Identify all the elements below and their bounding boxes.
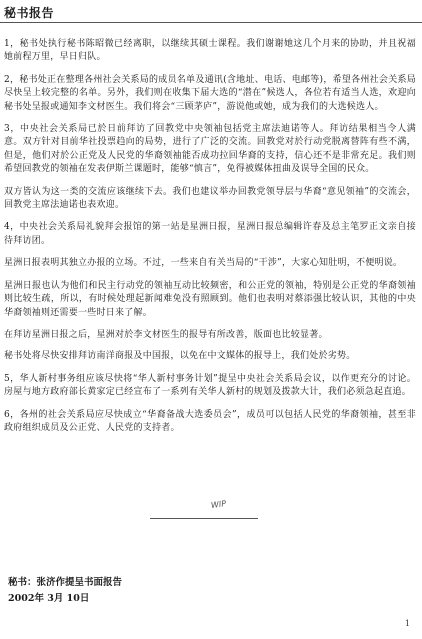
paragraph-6: 6，各州的社会关系局应尽快成立“华裔备战大选委员会”，成员可以包括人民党的华裔领袖，甚至非政府组织成员及公正党、人民党的支持者。 (4, 409, 416, 433)
paragraph-3b: 双方皆认为这一类的交流应该继续下去。我们也建议举办回教党领导层与华裔“意见领袖”的交流会，回教党主席法迪诺也表欢迎。 (4, 186, 416, 211)
page-number: 1 (404, 619, 410, 628)
signature-date: 2002年 3月 10日 (8, 593, 90, 604)
paragraph-4d: 在拜访星洲日报之后，星洲对於李文材医生的报导有所改善，版面也比较显著。 (4, 329, 328, 340)
signature-line: 秘书：张济作提呈书面报告 (8, 577, 123, 588)
paragraph-2: 2，秘书处正在整理各州社会关系局的成员名单及通讯(含地址、电话、电邮等)，希望各州社会关系局尽快呈上较完整的名单。另外，我们则在收集下届大选的“潜在”候选人，各位若有适当人选，欢迎向秘书处呈报或通知李文材医生。我们将会“三顾茅庐”，游说他或她，成为我们的大选候选人。 (4, 74, 416, 112)
paragraph-5: 5，华人新村事务组应该尽快将“华人新村事务计划”提呈中央社会关系局会议，以作更充分的讨论。房屋与地方政府部长黄家定已经宣布了一系列有关华人新村的规划及拨款大计，我们必须急起直追。 (4, 373, 416, 398)
paragraph-1: 1，秘书处执行秘书陈昭微已经离职，以继续其硕士课程。我们谢谢她这几个月来的协助，并且祝福她前程万里，早日归队。 (4, 39, 416, 63)
title-divider (0, 22, 422, 23)
paragraph-4c: 星洲日报也认为他们和民主行动党的领袖互动比较频密，和公正党的领袖，特别是公正党的华裔领袖则比较生疏，所以，有时候处理起新闻难免没有照顾到。他们也表明对蔡添强比较认识，其他的中央华裔领袖则还需要一些时日来了解。 (4, 280, 416, 318)
document-body (4, 38, 416, 444)
signature-block (8, 575, 122, 607)
paragraph-3: 3，中央社会关系局已於日前拜访了回教党中央领袖包括党主席法迪诺等人。拜访结果相当令人满意。双方针对目前华社投票趋向的局势，进行了广泛的交流。回教党对於行动党脱离替阵有些不满，但是，他们对於公正党及人民党的华裔领袖能否成功拉回华裔的支持，信心还不是非常充足。我们则希望回教党的领袖在发表伊斯兰课题时，能够“慎言”，免得被媒体扭曲及误导全国的民众。 (4, 124, 416, 175)
paragraph-4e: 秘书处将尽快安排拜访南洋商报及中国报，以免在中文媒体的报导上，我们处於劣势。 (4, 351, 356, 362)
paragraph-4b: 星洲日报表明其独立办报的立场。不过，一些来自有关当局的“干涉”，大家心知肚明，不便明说。 (4, 258, 403, 269)
paragraph-4: 4，中央社会关系局礼貌拜会报馆的第一站是星洲日报，星洲日报总编辑许春及总主笔罗正文亲自接待拜访团。 (4, 222, 416, 246)
handwritten-note: WIP (210, 498, 227, 511)
document-title: 秘书报告 (4, 6, 55, 20)
handwritten-underline (150, 516, 258, 519)
